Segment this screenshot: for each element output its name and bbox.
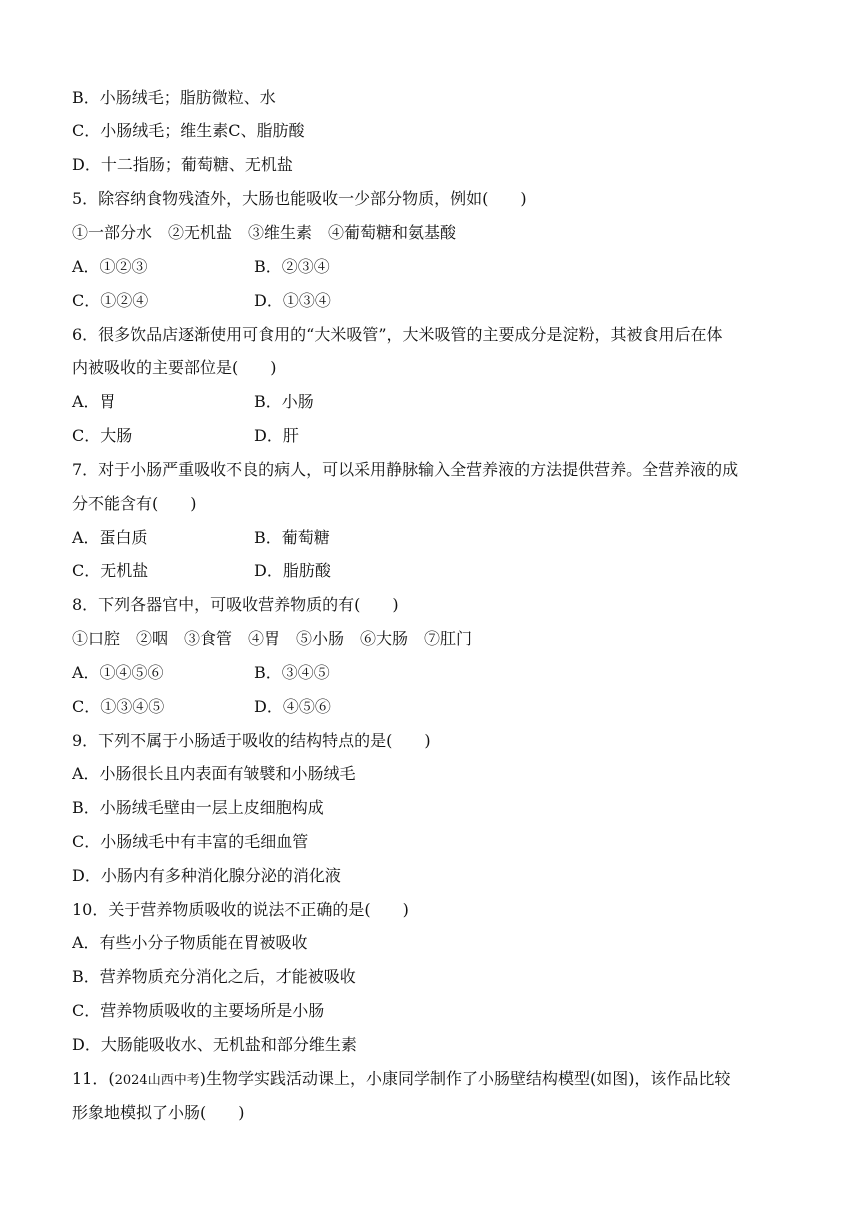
- question-8-option-a: A．①④⑤⑥: [72, 663, 164, 682]
- question-6-stem-line2: 内被吸收的主要部位是( ): [72, 358, 277, 377]
- question-5-stem: 5．除容纳食物残渣外，大肠也能吸收一少部分物质，例如( ): [72, 189, 527, 208]
- question-5-items: ①一部分水 ②无机盐 ③维生素 ④葡萄糖和氨基酸: [72, 223, 457, 242]
- question-7-option-c: C．无机盐: [72, 561, 149, 580]
- question-10-option-c: C．营养物质吸收的主要场所是小肠: [72, 1001, 325, 1020]
- question-7-stem-line1: 7．对于小肠严重吸收不良的病人，可以采用静脉输入全营养液的方法提供营养。全营养液的成: [72, 460, 739, 479]
- question-6-stem-line1: 6．很多饮品店逐渐使用可食用的“大米吸管”，大米吸管的主要成分是淀粉，其被食用后在体: [72, 325, 723, 344]
- question-9-option-d: D．小肠内有多种消化腺分泌的消化液: [72, 866, 341, 885]
- question-7-options-ab: [72, 527, 792, 549]
- question-10-option-b: B．营养物质充分消化之后，才能被吸收: [72, 967, 356, 986]
- question-7-options-cd: [72, 560, 792, 582]
- question-9-option-b: B．小肠绒毛壁由一层上皮细胞构成: [72, 798, 324, 817]
- question-8-stem: 8．下列各器官中，可吸收营养物质的有( ): [72, 595, 399, 614]
- question-6-options-ab: [72, 391, 792, 413]
- question-10-option-d: D．大肠能吸收水、无机盐和部分维生素: [72, 1035, 357, 1054]
- question-5-option-b: B．②③④: [254, 257, 330, 276]
- question-5-option-d: D．①③④: [254, 291, 331, 310]
- question-9-option-a: A．小肠很长且内表面有皱襞和小肠绒毛: [72, 764, 356, 783]
- question-11-stem-line1: [72, 1068, 792, 1090]
- question-11-stem-rest: )生物学实践活动课上，小康同学制作了小肠壁结构模型(如图)，该作品比较: [199, 1069, 731, 1088]
- question-9-stem: 9．下列不属于小肠适于吸收的结构特点的是( ): [72, 731, 431, 750]
- question-5-options-ab: [72, 256, 792, 278]
- question-11-stem-line2: 形象地模拟了小肠( ): [72, 1103, 245, 1122]
- question-6-option-d: D．肝: [254, 426, 299, 445]
- question-8-options-cd: [72, 696, 792, 718]
- question-8-option-d: D．④⑤⑥: [254, 697, 331, 716]
- question-6-option-c: C．大肠: [72, 426, 133, 445]
- question-8-options-ab: [72, 662, 792, 684]
- option-d-prev: D．十二指肠；葡萄糖、无机盐: [72, 155, 293, 174]
- question-6-option-b: B．小肠: [254, 392, 314, 411]
- question-10-option-a: A．有些小分子物质能在胃被吸收: [72, 933, 308, 952]
- question-8-option-b: B．③④⑤: [254, 663, 330, 682]
- question-7-option-d: D．脂肪酸: [254, 561, 331, 580]
- question-5-option-a: A．①②③: [72, 257, 148, 276]
- question-7-option-a: A．蛋白质: [72, 528, 148, 547]
- option-c-prev: C．小肠绒毛；维生素C、脂肪酸: [72, 121, 305, 140]
- question-5-option-c: C．①②④: [72, 291, 149, 310]
- question-7-option-b: B．葡萄糖: [254, 528, 330, 547]
- question-6-option-a: A．胃: [72, 392, 116, 411]
- question-7-stem-line2: 分不能含有( ): [72, 494, 197, 513]
- option-b-prev: B．小肠绒毛；脂肪微粒、水: [72, 88, 276, 107]
- question-8-items: ①口腔 ②咽 ③食管 ④胃 ⑤小肠 ⑥大肠 ⑦肛门: [72, 629, 473, 648]
- question-8-option-c: C．①③④⑤: [72, 697, 165, 716]
- question-10-stem: 10．关于营养物质吸收的说法不正确的是( ): [72, 900, 409, 919]
- question-6-options-cd: [72, 425, 792, 447]
- question-9-option-c: C．小肠绒毛中有丰富的毛细血管: [72, 832, 309, 851]
- question-11-number: 11．(: [72, 1069, 115, 1088]
- question-5-options-cd: [72, 290, 792, 312]
- question-11-source: 2024山西中考: [114, 1073, 200, 1088]
